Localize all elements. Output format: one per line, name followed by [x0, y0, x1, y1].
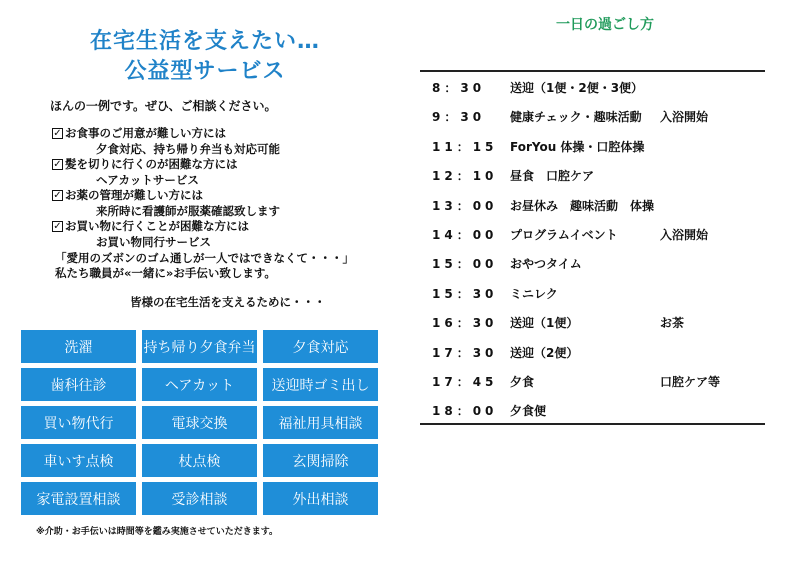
schedule-title: 一日の過ごし方 — [556, 17, 654, 33]
schedule-bottom-rule — [420, 423, 765, 425]
footnote: ※介助・お手伝いは時間等を鑑み実施させていただきます。 — [36, 527, 279, 537]
schedule-row — [420, 373, 765, 393]
schedule-row — [420, 108, 765, 128]
schedule-activity: プログラムイベント — [510, 228, 618, 242]
schedule-activity: 送迎（2便） — [510, 345, 579, 360]
schedule-top-rule — [420, 70, 765, 72]
schedule-time: 12：10 — [432, 169, 498, 184]
quote-block — [55, 251, 354, 281]
schedule-time: 17：45 — [432, 375, 498, 389]
service-tile: 福祉用具相談 — [263, 406, 378, 439]
services-grid — [21, 330, 377, 515]
schedule-extra: 入浴開始 — [660, 110, 709, 125]
checklist-item — [52, 188, 280, 204]
schedule-time: 15：00 — [432, 257, 498, 272]
schedule-time: 14：00 — [432, 228, 498, 242]
checklist-item-detail: お買い物同行サービス — [96, 234, 211, 249]
schedule-time: 15：30 — [432, 286, 498, 301]
schedule-row — [420, 138, 765, 158]
checkbox-checked-icon: ✓ — [53, 159, 62, 171]
checklist-item — [52, 126, 280, 142]
quote-line: 「愛用のズボンのゴム通しが一人ではできなくて・・・」 — [55, 251, 354, 265]
checkbox-checked-icon: ✓ — [53, 190, 62, 202]
title-line-1: 在宅生活を支えたい… — [89, 29, 320, 54]
schedule-activity: ミニレク — [510, 286, 558, 301]
schedule-activity: 夕食 — [510, 375, 535, 389]
schedule-row — [420, 285, 765, 305]
schedule-extra: 口腔ケア等 — [660, 375, 721, 389]
schedule-activity: 健康チェック・趣味活動 — [510, 110, 642, 125]
schedule-row — [420, 197, 765, 217]
schedule-row — [420, 402, 765, 422]
intro-text: ほんの一例です。ぜひ、ご相談ください。 — [50, 99, 277, 113]
service-tile: 買い物代行 — [21, 406, 136, 439]
schedule-row — [420, 314, 765, 334]
service-tile: ヘアカット — [142, 368, 257, 401]
schedule-activity: 送迎（1便・2便・3便） — [510, 81, 644, 95]
schedule-time: 9：30 — [432, 110, 486, 125]
checklist-item-label: お買い物に行くことが困難な方には — [65, 219, 249, 233]
schedule-extra: お茶 — [660, 316, 685, 331]
checklist-item — [52, 219, 280, 235]
schedule-time: 8：30 — [432, 81, 486, 95]
schedule-activity: お昼休み 趣味活動 体操 — [510, 198, 655, 213]
schedule-row — [420, 226, 765, 246]
checklist-item-detail: 来所時に看護師が服薬確認致します — [96, 203, 280, 218]
service-tile: 電球交換 — [142, 406, 257, 439]
service-tile: 歯科往診 — [21, 368, 136, 401]
schedule-time: 13：00 — [432, 198, 498, 213]
schedule-activity: 昼食 口腔ケア — [510, 169, 595, 184]
checkbox-checked-icon: ✓ — [53, 221, 62, 233]
schedule-row — [420, 167, 765, 187]
service-tile: 洗濯 — [21, 330, 136, 363]
service-tile: 玄関掃除 — [263, 444, 378, 477]
service-tile: 車いす点検 — [21, 444, 136, 477]
checkbox-checked-icon: ✓ — [53, 128, 62, 140]
schedule-activity: 夕食便 — [510, 404, 547, 419]
schedule-row — [420, 344, 765, 364]
schedule-time: 16：30 — [432, 316, 498, 331]
service-tile: 家電設置相談 — [21, 482, 136, 515]
checklist-item-detail: 夕食対応、持ち帰り弁当も対応可能 — [96, 141, 280, 156]
schedule-time: 18：00 — [432, 404, 498, 419]
service-tile: 持ち帰り夕食弁当 — [142, 330, 257, 363]
checklist — [52, 126, 280, 250]
schedule-row — [420, 79, 765, 99]
schedule-row — [420, 255, 765, 275]
services-heading: 皆様の在宅生活を支えるために・・・ — [130, 295, 326, 309]
schedule-extra: 入浴開始 — [660, 228, 709, 242]
service-tile: 夕食対応 — [263, 330, 378, 363]
service-tile: 外出相談 — [263, 482, 378, 515]
quote-followup: 私たち職員が«一緒に»お手伝い致します。 — [55, 266, 276, 280]
checklist-item-detail: ヘアカットサービス — [96, 172, 199, 187]
checklist-item-label: お薬の管理が難しい方には — [65, 188, 203, 202]
checklist-item-label: 髪を切りに行くのが困難な方には — [65, 157, 238, 171]
schedule-activity: 送迎（1便） — [510, 316, 579, 331]
checklist-item-label: お食事のご用意が難しい方には — [65, 126, 226, 140]
schedule-activity: おやつタイム — [510, 257, 582, 272]
title-line-2: 公益型サービス — [124, 59, 286, 84]
schedule-time: 11：15 — [432, 139, 498, 154]
schedule-time: 17：30 — [432, 345, 498, 360]
service-tile: 送迎時ゴミ出し — [263, 368, 378, 401]
checklist-item — [52, 157, 280, 173]
service-tile: 受診相談 — [142, 482, 257, 515]
schedule-activity: ForYou 体操・口腔体操 — [510, 139, 645, 154]
service-tile: 杖点検 — [142, 444, 257, 477]
